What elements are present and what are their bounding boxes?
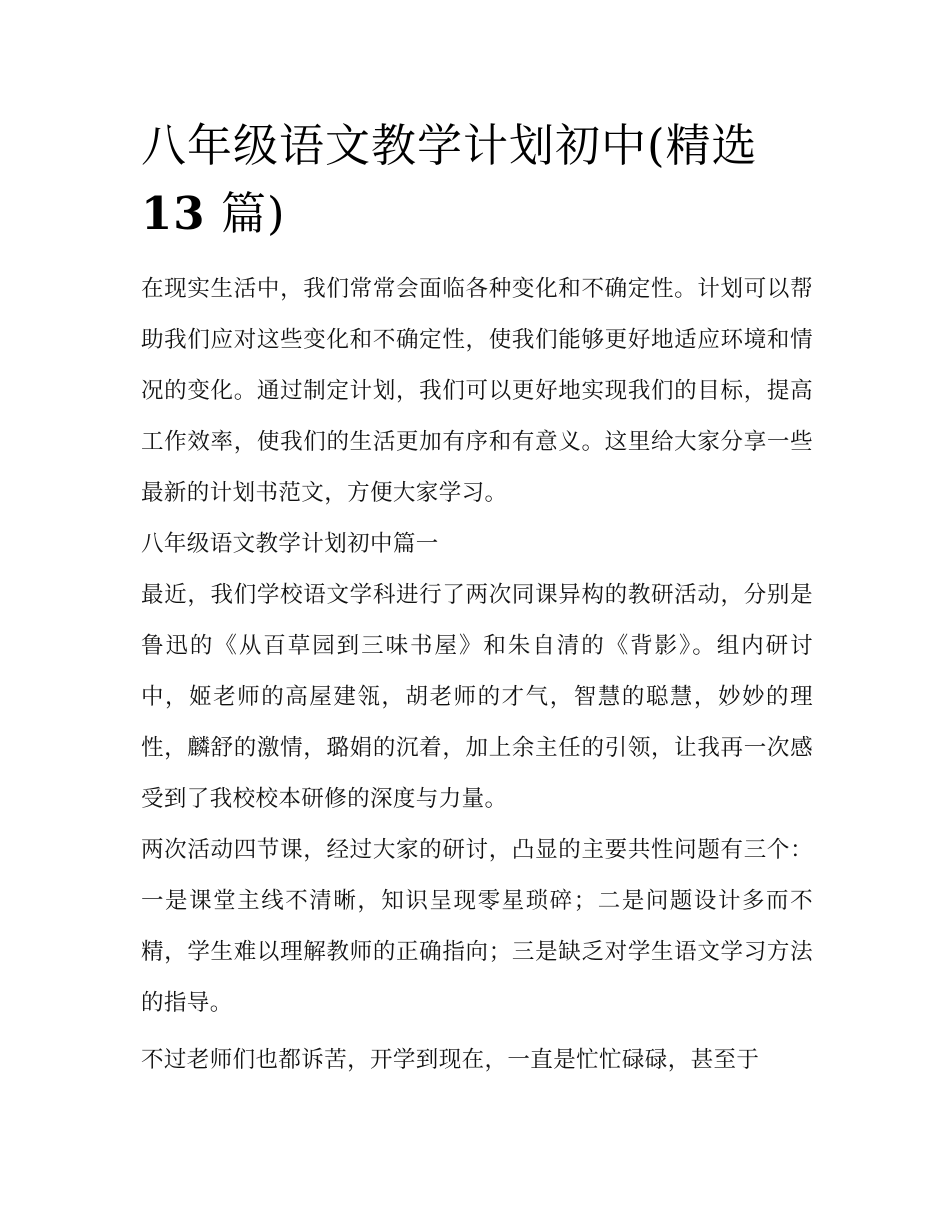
- title-number: 13: [141, 187, 206, 240]
- intro-paragraph: 在现实生活中，我们常常会面临各种变化和不确定性。计划可以帮助我们应对这些变化和不确定性，使我们能够更好地适应环境和情况的变化。通过制定计划，我们可以更好地实现我们的目标，提高工作效率，使我们的生活更加有序和有意义。这里给大家分享一些最新的计划书范文，方便大家学习。: [141, 276, 813, 506]
- section-heading: 八年级语文教学计划初中篇一: [141, 531, 439, 557]
- document-title: [141, 112, 813, 248]
- title-suffix: 篇): [220, 187, 286, 240]
- body-paragraph-2: 两次活动四节课，经过大家的研讨，凸显的主要共性问题有三个：一是课堂主线不清晰，知识呈现零星琐碎；二是问题设计多而不精，学生难以理解教师的正确指向；三是缺乏对学生语文学习方法的指导。: [141, 837, 813, 1016]
- body-paragraph-3: 不过老师们也都诉苦，开学到现在，一直是忙忙碌碌，甚至于: [141, 1047, 760, 1073]
- body-paragraph-1: 最近，我们学校语文学科进行了两次同课异构的教研活动，分别是鲁迅的《从百草园到三味书屋》和朱自清的《背影》。组内研讨中，姬老师的高屋建瓴，胡老师的才气，智慧的聪慧，妙妙的理性，麟舒的激情，璐娟的沉着，加上余主任的引领，让我再一次感受到了我校校本研修的深度与力量。: [141, 582, 813, 812]
- document-body: [141, 112, 813, 1086]
- title-text: 八年级语文教学计划初中(精选: [141, 119, 758, 172]
